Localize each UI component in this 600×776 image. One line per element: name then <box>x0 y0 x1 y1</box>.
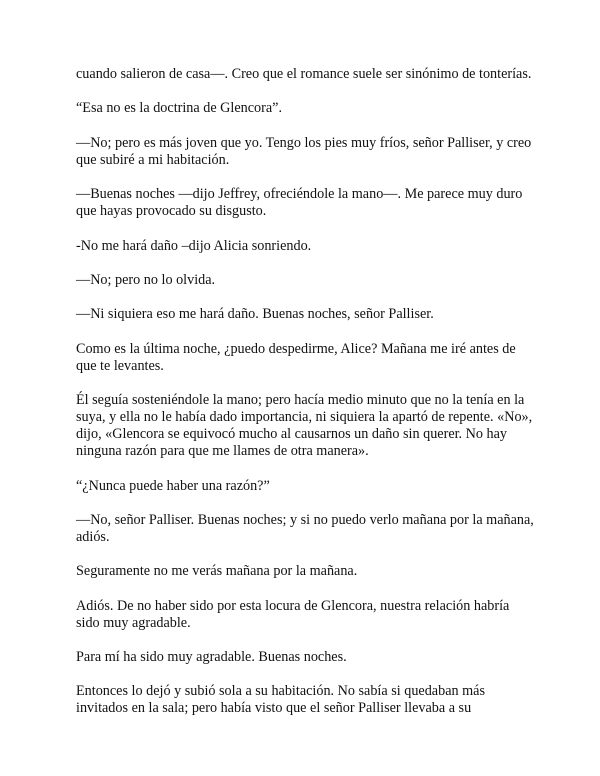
paragraph: Para mí ha sido muy agradable. Buenas noches. <box>76 649 347 666</box>
paragraph: Entonces lo dejó y subió sola a su habitación. No sabía si quedaban más invitados en la sala; pero había visto que el señor Palliser llevaba a su <box>76 683 485 717</box>
document-page <box>76 66 536 735</box>
paragraph: Él seguía sosteniéndole la mano; pero hacía medio minuto que no la tenía en la suya, y ella no le había dado importancia, ni siquiera la apartó de repente. «No», dijo, «Glencora se equivocó mucho al causarnos un daño sin querer. No hay ninguna razón para que me llames de otra manera». <box>76 392 533 460</box>
paragraph: -No me hará daño –dijo Alicia sonriendo. <box>76 237 312 254</box>
paragraph: Adiós. De no haber sido por esta locura de Glencora, nuestra relación habría sido muy agradable. <box>76 597 510 631</box>
paragraph: —Buenas noches —dijo Jeffrey, ofreciéndole la mano—. Me parece muy duro que hayas provocado su disgusto. <box>76 186 523 220</box>
paragraph: —No; pero es más joven que yo. Tengo los pies muy fríos, señor Palliser, y creo que subiré a mi habitación. <box>76 134 532 168</box>
paragraph: Como es la última noche, ¿puedo despedirme, Alice? Mañana me iré antes de que te levantes. <box>76 340 516 374</box>
paragraph: cuando salieron de casa—. Creo que el romance suele ser sinónimo de tonterías. <box>76 66 532 82</box>
paragraph: —Ni siquiera eso me hará daño. Buenas noches, señor Palliser. <box>76 306 434 323</box>
paragraph: “¿Nunca puede haber una razón?” <box>76 477 270 494</box>
paragraph: “Esa no es la doctrina de Glencora”. <box>76 100 283 117</box>
paragraph: —No; pero no lo olvida. <box>76 271 216 288</box>
paragraph: Seguramente no me verás mañana por la mañana. <box>76 563 358 580</box>
paragraph: —No, señor Palliser. Buenas noches; y si no puedo verlo mañana por la mañana, adiós. <box>76 511 534 545</box>
